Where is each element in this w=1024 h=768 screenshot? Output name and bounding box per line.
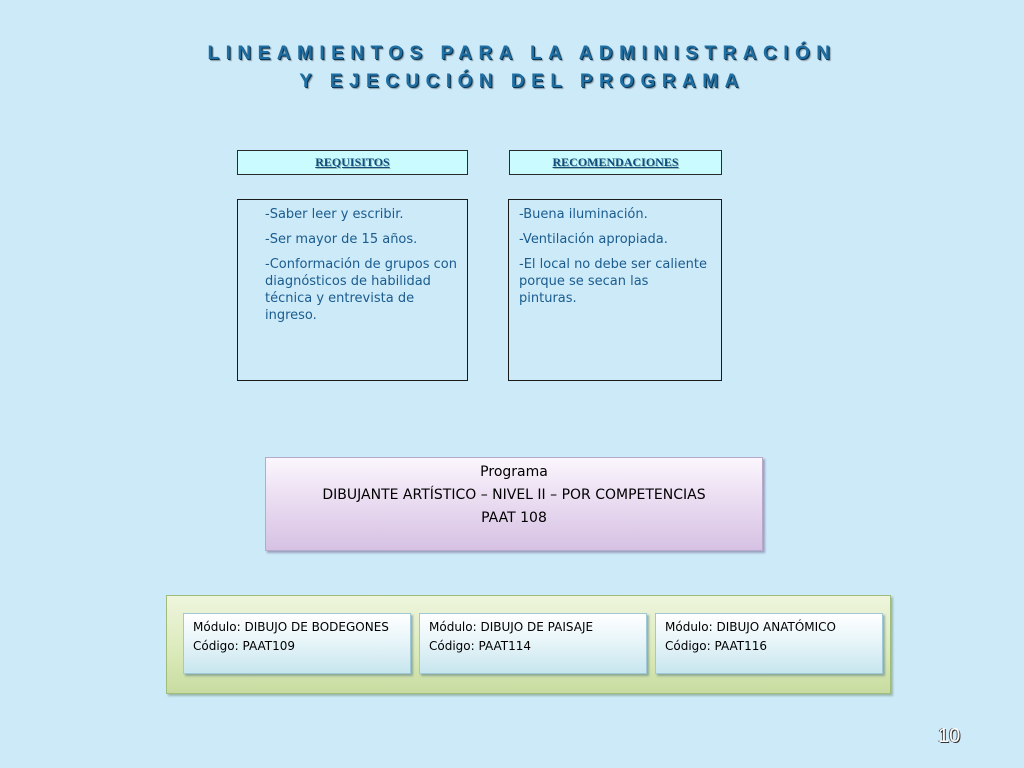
requisitos-box [237, 199, 468, 381]
requisito-item: -Conformación de grupos con diagnósticos de habilidad técnica y entrevista de ingreso. [265, 257, 457, 323]
requisitos-header: REQUISITOS [237, 150, 468, 175]
program-name: DIBUJANTE ARTÍSTICO – NIVEL II – POR COMPETENCIAS [322, 487, 706, 503]
recomendacion-item: -Ventilación apropiada. [519, 232, 668, 247]
requisito-item: -Ser mayor de 15 años. [265, 232, 418, 247]
module-card-anatomico [655, 613, 883, 674]
requisito-item: -Saber leer y escribir. [265, 207, 404, 222]
slide-title-line-2: Y EJECUCIÓN DEL PROGRAMA [299, 71, 745, 92]
module-code: Código: PAAT116 [665, 639, 768, 653]
module-card-bodegones [183, 613, 411, 674]
page-number: 10 [938, 725, 961, 747]
module-code: Código: PAAT109 [193, 639, 296, 653]
slide-title-line-1: LINEAMIENTOS PARA LA ADMINISTRACIÓN [207, 43, 837, 64]
module-title: Módulo: DIBUJO DE PAISAJE [429, 620, 594, 634]
program-code: PAAT 108 [481, 510, 547, 526]
slide-title [0, 40, 1024, 96]
recomendaciones-box [508, 199, 722, 381]
module-title: Módulo: DIBUJO DE BODEGONES [193, 620, 389, 634]
module-code: Código: PAAT114 [429, 639, 532, 653]
recomendaciones-header: RECOMENDACIONES [509, 150, 722, 175]
module-card-paisaje [419, 613, 647, 674]
recomendacion-item: -El local no debe ser caliente porque se secan las pinturas. [519, 257, 707, 306]
module-title: Módulo: DIBUJO ANATÓMICO [665, 620, 836, 634]
program-box [265, 457, 763, 551]
program-label: Programa [480, 464, 548, 480]
recomendacion-item: -Buena iluminación. [519, 207, 648, 222]
